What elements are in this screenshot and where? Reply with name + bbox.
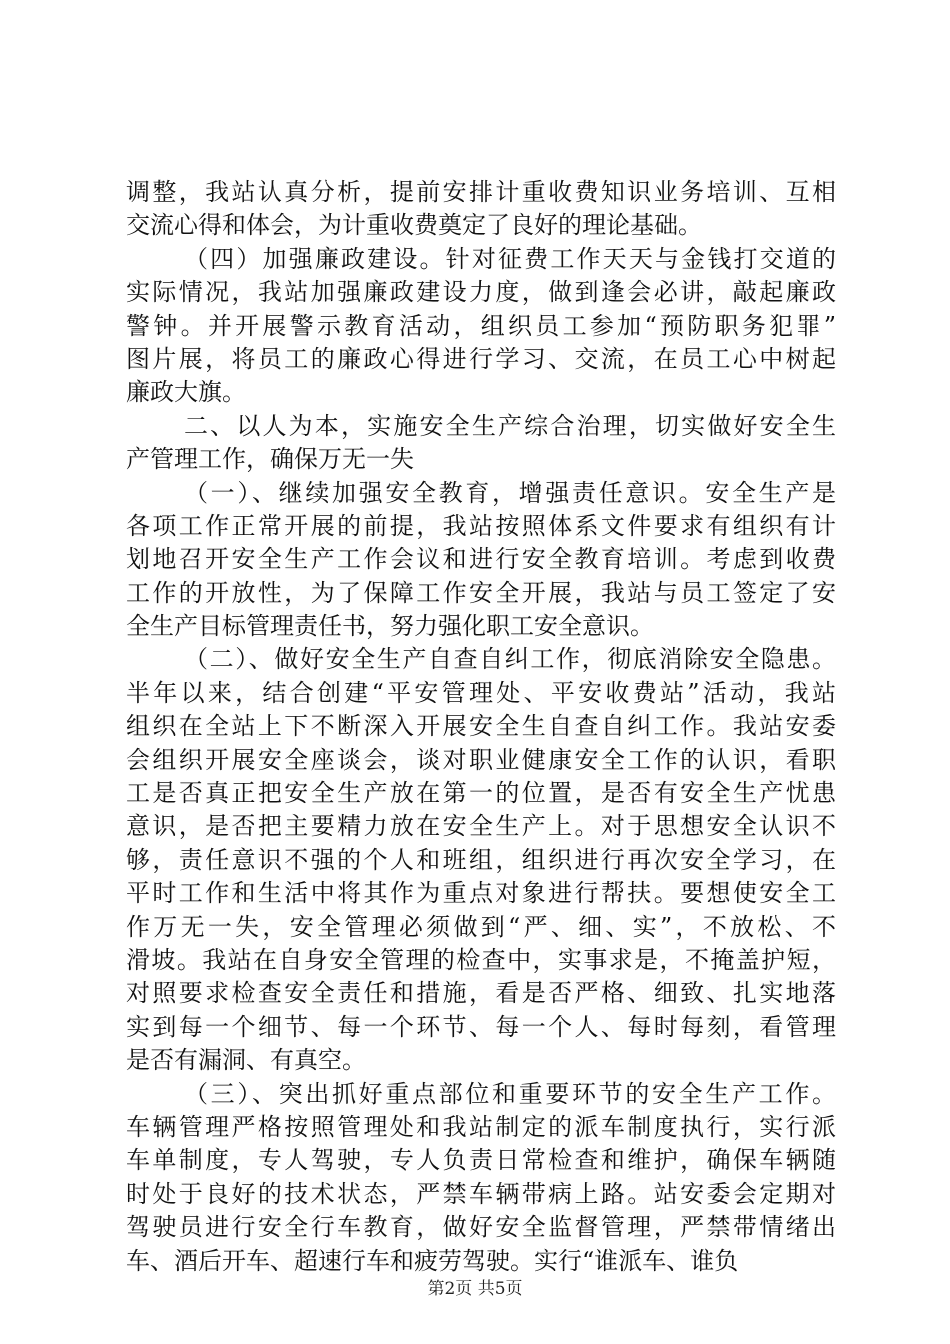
paragraph [126,410,836,477]
text-line: 够，责任意识不强的个人和班组，组织进行再次安全学习，在 [126,845,836,874]
text-line: 意识，是否把主要精力放在安全生产上。对于思想安全认识不 [126,812,836,841]
paragraph [126,176,836,243]
page-number: 第2页 共5页 [427,1279,523,1299]
text-line: 时处于良好的技术状态，严禁车辆带病上路。站安委会定期对 [126,1179,836,1208]
page-footer [0,1274,950,1299]
text-line: （一）、继续加强安全教育，增强责任意识。安全生产是 [184,478,836,507]
text-line: 是否有漏洞、有真空。 [126,1046,366,1075]
text-line: 工是否真正把安全生产放在第一的位置，是否有安全生产忧患 [126,779,836,808]
text-line: 组织在全站上下不断深入开展安全生自查自纠工作。我站安委 [126,712,836,741]
text-line: 产管理工作，确保万无一失 [126,445,414,474]
text-line: 各项工作正常开展的前提，我站按照体系文件要求有组织有计 [126,511,836,540]
text-line: 驾驶员进行安全行车教育，做好安全监督管理，严禁带情绪出 [126,1213,836,1242]
text-line: 会组织开展安全座谈会，谈对职业健康安全工作的认识，看职 [126,745,836,774]
text-line: 警钟。并开展警示教育活动，组织员工参加“预防职务犯罪” [126,311,836,340]
text-line: 廉政大旗。 [126,378,246,407]
text-line: （四）加强廉政建设。针对征费工作天天与金钱打交道的 [184,244,836,273]
text-line: 半年以来，结合创建“平安管理处、平安收费站”活动，我站 [126,678,836,707]
text-line: 全生产目标管理责任书，努力强化职工安全意识。 [126,612,654,641]
text-line: 车、酒后开车、超速行车和疲劳驾驶。实行“谁派车、谁负 [126,1246,739,1275]
document-body [126,176,836,1278]
text-line: 调整，我站认真分析，提前安排计重收费知识业务培训、互相 [126,178,836,206]
text-line: 划地召开安全生产工作会议和进行安全教育培训。考虑到收费 [126,545,836,574]
text-line: （二）、做好安全生产自查自纠工作，彻底消除安全隐患。 [184,645,836,674]
text-line: 二、以人为本，实施安全生产综合治理，切实做好安全生 [184,411,836,440]
text-line: 实到每一个细节、每一个环节、每一个人、每时每刻，看管理 [126,1012,836,1041]
text-line: 平时工作和生活中将其作为重点对象进行帮扶。要想使安全工 [126,879,836,908]
text-line: 滑坡。我站在自身安全管理的检查中，实事求是，不掩盖护短， [126,945,836,974]
text-line: 实际情况，我站加强廉政建设力度，做到逢会必讲，敲起廉政 [126,278,836,307]
paragraph [126,643,836,1077]
paragraph [126,477,836,644]
text-line: 车单制度，专人驾驶，专人负责日常检查和维护，确保车辆随 [126,1146,836,1175]
text-line: 交流心得和体会，为计重收费奠定了良好的理论基础。 [126,211,702,240]
text-line: 工作的开放性，为了保障工作安全开展，我站与员工签定了安 [126,578,836,607]
paragraph [126,1078,836,1278]
text-line: 图片展，将员工的廉政心得进行学习、交流，在员工心中树起 [126,344,836,373]
text-line: 对照要求检查安全责任和措施，看是否严格、细致、扎实地落 [126,979,836,1008]
paragraph [126,243,836,410]
text-line: 作万无一失，安全管理必须做到“严、细、实”，不放松、不 [126,912,836,941]
text-line: （三）、突出抓好重点部位和重要环节的安全生产工作。 [184,1079,836,1108]
text-line: 车辆管理严格按照管理处和我站制定的派车制度执行，实行派 [126,1112,836,1141]
